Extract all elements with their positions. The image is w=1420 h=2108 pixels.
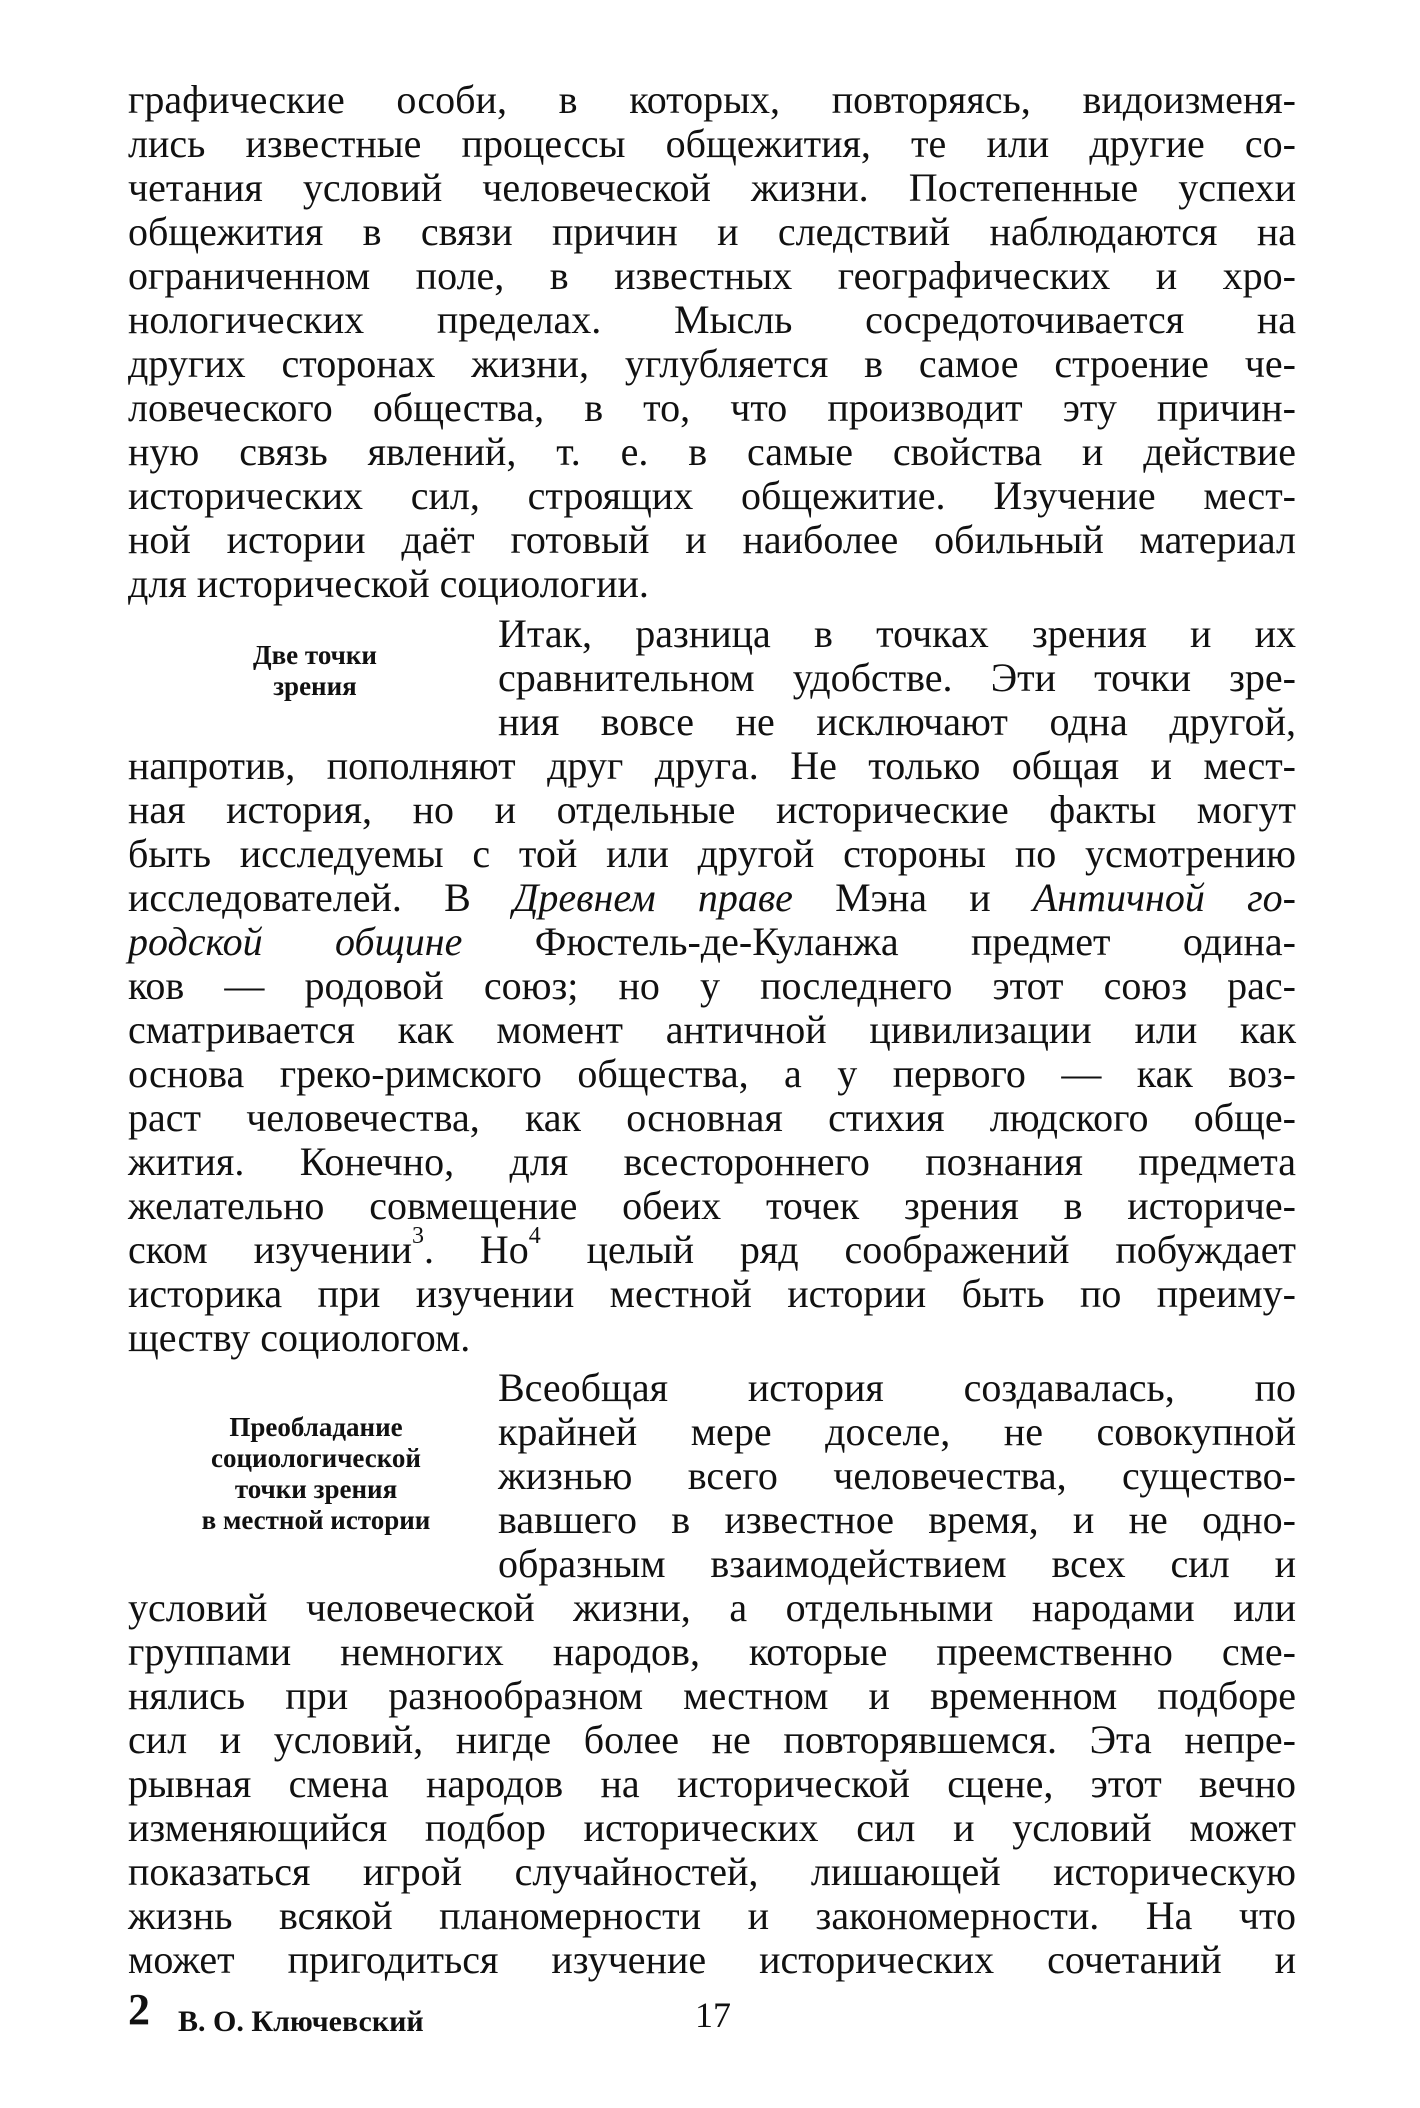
- text-line: Всеобщая история создавалась, по: [498, 1365, 1296, 1410]
- footer-author: В. О. Ключевский: [178, 2005, 424, 2038]
- text-line: нялись при разнообразном местном и временном подборе: [128, 1673, 1296, 1718]
- text-line: показаться игрой случайностей, лишающей историческую: [128, 1849, 1296, 1894]
- text-line: Итак, разница в точках зрения и их: [498, 611, 1296, 656]
- text-run: исследователей. В: [128, 875, 513, 920]
- margin-heading: Преобладание социологической точки зрения в местной истории: [201, 1412, 431, 1535]
- text-line: жизнь всякой планомерности и закономерности. На что: [128, 1893, 1296, 1938]
- text-line: нологических пределах. Мысль сосредоточивается на: [128, 297, 1296, 342]
- text-line: лись известные процессы общежития, те или другие со-: [128, 121, 1296, 166]
- text-line: ков — родовой союз; но у последнего этот союз рас-: [128, 963, 1296, 1008]
- text-line: для исторической социологии.: [128, 561, 649, 606]
- text-line: ловеческого общества, в то, что производит эту причин-: [128, 385, 1296, 430]
- text-line: жития. Конечно, для всестороннего познания предмета: [128, 1139, 1296, 1184]
- text-line: может пригодиться изучение исторических сочетаний и: [128, 1937, 1296, 1982]
- text-line: ная история, но и отдельные исторические факты могут: [128, 787, 1296, 832]
- page-number: 17: [695, 1995, 731, 2035]
- footnote-ref[interactable]: 3: [412, 1223, 425, 1249]
- text-line: историка при изучении местной истории быть по преиму-: [128, 1271, 1296, 1316]
- text-line: напротив, пополняют друг друга. Не только общая и мест-: [128, 743, 1296, 788]
- text-line: рывная смена народов на исторической сцене, этот вечно: [128, 1761, 1296, 1806]
- text-line: ограниченном поле, в известных географических и хро-: [128, 253, 1296, 298]
- text-line: сил и условий, нигде более не повторявшемся. Эта непре-: [128, 1717, 1296, 1762]
- text-line: условий человеческой жизни, а отдельными народами или: [128, 1585, 1296, 1630]
- text-run: Фюстель-де-Куланжа предмет одина-: [462, 919, 1296, 964]
- text-line: других сторонах жизни, углубляется в самое строение че-: [128, 341, 1296, 386]
- book-title-italic: Античной го-: [1032, 875, 1296, 920]
- text-line: [128, 920, 1296, 964]
- text-line: группами немногих народов, которые преемственно сме-: [128, 1629, 1296, 1674]
- text-line: общежития в связи причин и следствий наблюдаются на: [128, 209, 1296, 254]
- margin-heading: Две точки зрения: [253, 640, 377, 701]
- text-line: [128, 876, 1296, 920]
- text-line: вавшего в известное время, и не одно-: [498, 1497, 1296, 1542]
- text-line: ную связь явлений, т. е. в самые свойства и действие: [128, 429, 1296, 474]
- text-line: образным взаимодействием всех сил и: [498, 1541, 1296, 1586]
- text-run: ском изучении: [128, 1227, 413, 1272]
- text-line: [128, 1223, 1296, 1272]
- text-line: графические особи, в которых, повторяясь, видоизменя-: [128, 77, 1296, 122]
- text-line: четания условий человеческой жизни. Постепенные успехи: [128, 165, 1296, 210]
- text-line: раст человечества, как основная стихия людского обще-: [128, 1095, 1296, 1140]
- text-line: ния вовсе не исключают одна другой,: [498, 699, 1296, 744]
- text-run: Мэна и: [792, 875, 1033, 920]
- text-line: изменяющийся подбор исторических сил и условий может: [128, 1805, 1296, 1850]
- text-line: крайней мере доселе, не совокупной: [498, 1409, 1296, 1454]
- text-run: . Но: [424, 1227, 529, 1272]
- text-line: быть исследуемы с той или другой стороны по усмотрению: [128, 831, 1296, 876]
- text-line: сматривается как момент античной цивилизации или как: [128, 1007, 1296, 1052]
- footnote-ref[interactable]: 4: [528, 1223, 541, 1249]
- text-line: исторических сил, строящих общежитие. Изучение мест-: [128, 473, 1296, 518]
- book-title-italic: Древнем праве: [512, 875, 793, 920]
- text-line: основа греко-римского общества, а у первого — как воз-: [128, 1051, 1296, 1096]
- signature-mark: 2: [128, 1985, 150, 2034]
- book-title-italic: родской общине: [128, 919, 463, 964]
- text-line: ной истории даёт готовый и наиболее обильный материал: [128, 517, 1296, 562]
- text-line: желательно совмещение обеих точек зрения в историче-: [128, 1183, 1296, 1228]
- text-line: жизнью всего человечества, существо-: [498, 1453, 1296, 1498]
- text-run: целый ряд соображений побуждает: [540, 1227, 1296, 1272]
- text-line: сравнительном удобстве. Эти точки зре-: [498, 655, 1296, 700]
- text-line: ществу социологом.: [128, 1315, 471, 1360]
